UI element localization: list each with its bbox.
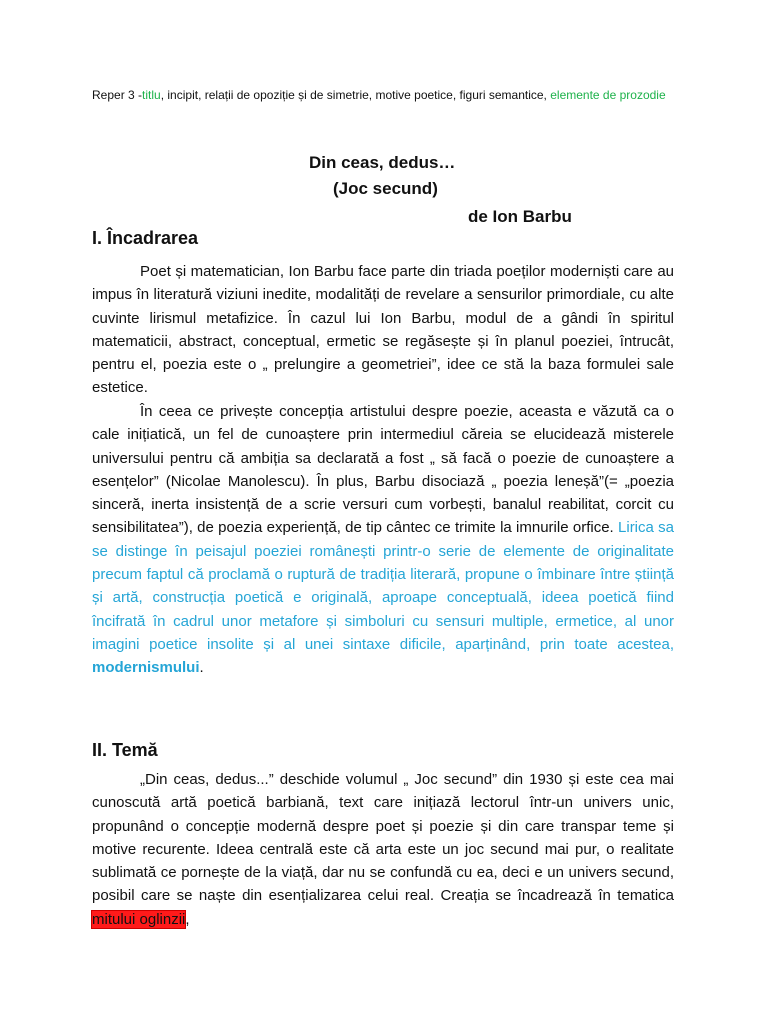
poem-subtitle: (Joc secund): [333, 179, 438, 198]
paragraph-incadrare-2: [92, 400, 674, 680]
reper-line: [92, 86, 682, 105]
p3-end: ,: [185, 910, 190, 928]
p2-end: .: [199, 659, 204, 677]
reper-titlu: titlu: [142, 88, 161, 102]
p3-highlight: mitului oglinzii: [92, 910, 186, 928]
reper-prefix: Reper 3 -: [92, 88, 143, 102]
p2-bold-term: modernismului: [92, 659, 200, 677]
reper-middle: , incipit, relații de opoziție și de simetrie, motive poetice, figuri semantice,: [160, 88, 551, 102]
p3-text: „Din ceas, dedus...” deschide volumul „ Joc secund” din 1930 și este cea mai cunoscută artă poetică barbiană, text care inițiază lectorul într-un univers unic, propunând o concepție modernă despre poet și poezie și din care transpar teme și motive recurente. Ideea centrală este că arta este un joc secund mai pur, o realitate sublimată ce pornește de la viață, dar nu se confundă cu ea, deci e un univers secund, posibil care se naște din esențializarea celui real. Creația se încadrează în tematica: [92, 771, 674, 905]
paragraph-incadrare-1: Poet și matematician, Ion Barbu face parte din triada poeților moderniști care au impus în literatură viziuni inedite, modalități de revelare a sensurilor primordiale, cu alte cuvinte lirismul metafizice. În cazul lui Ion Barbu, modul de a gândi în spiritul matematicii, abstract, conceptual, ermetic se regăsește și în planul poeziei, întrucât, pentru el, poezia este o „ prelungire a geometriei”, idee ce stă la baza formulei sale estetice.: [92, 263, 674, 397]
poem-author: de Ion Barbu: [468, 207, 572, 226]
section-heading-incadrare: I. Încadrarea: [92, 228, 199, 248]
p2-text: În ceea ce privește concepția artistului despre poezie, aceasta e văzută ca o cale inițiatică, un fel de cunoaștere prin intermediul căreia se elucidează misterele universului pentru că ambiția sa declarată a fost „ să facă o poezie de cunoaștere a esențelor” (Nicolae Manolescu). În plus, Barbu disociază „ poezia leneșă”(= „poezia sinceră, inerta insistență de a scrie versuri cum vorbești, banalul reabilitat, corcit cu sensibilitatea”), de poezia experiență, de tip cântec ce trimite la imnurile orfice.: [92, 403, 674, 537]
p2-blue-text: Lirica sa se distinge în peisajul poeziei românești printr-o serie de elemente de originalitate precum faptul că proclamă o ruptură de tradiția literară, propune o îmbinare între știință și artă, construcția poetică e originală, aproape conceptuală, ideea poetică fiind încifrată în cadrul unor metafore și simboluri cu sensuri multiple, ermetice, al unor imagini poetice insolite și al unei sintaxe dificile, aparținând, prin toate acestea,: [92, 519, 675, 653]
section-heading-tema: II. Temă: [92, 740, 158, 760]
reper-elemente: elemente de prozodie: [550, 88, 666, 102]
poem-title: Din ceas, dedus…: [309, 153, 456, 172]
paragraph-tema-1: [92, 768, 674, 931]
